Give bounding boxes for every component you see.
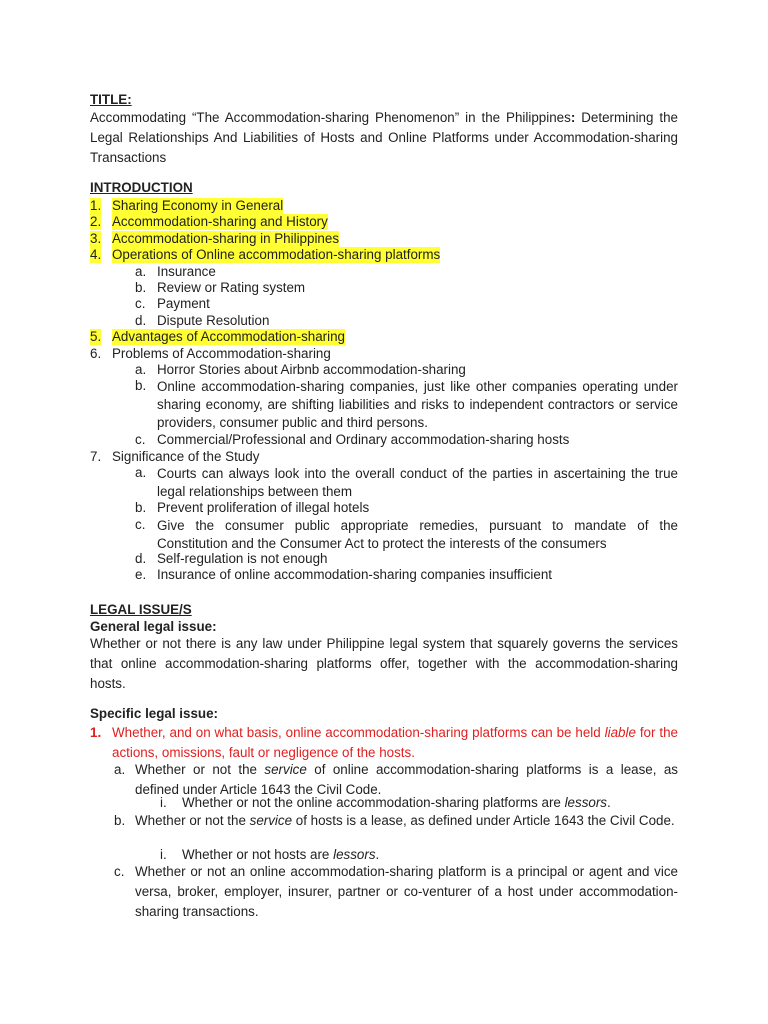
introduction-heading: INTRODUCTION xyxy=(90,180,193,195)
specific-issue-heading: Specific legal issue: xyxy=(90,706,219,721)
title-heading: TITLE: xyxy=(90,92,132,107)
general-issue-heading: General legal issue: xyxy=(90,619,217,634)
title-text: Accommodating “The Accommodation-sharing Phenomenon” in the Philippines: Determining the Legal Relationships And Liabilities of Hosts and Online Platforms under Accommodation-sharing Transactions xyxy=(90,110,679,165)
document-page: TITLE: Accommodating “The Accommodation-sharing Phenomenon” in the Philippines: Determining the Legal Relationships And Liabilities of Hosts and Online Platforms under Accommodation-sharing Transactions INTRODUCTION 1. Sharing Economy in General 2. Accommodation-sharing and History 3. Accommodation-sharing in Philippines 4. Operations of Online accommodation-sharing platforms a. Insurance b. Review or Rating system c. Payment d. Dispute Resolution 5. Advantages of Accommodation-sharing 6. Problems of Accommodation-sharing a. Horror Stories about Airbnb accommodation-sharing b. Online accommodation-sharing companies, just like other companies operating under sharing economy, are shifting liabilities and risks to independent contractors or service providers, consumer public and third persons. c. Commercial/Professional and Ordinary accommodation-sharing hosts 7. Significance of the Study a. Courts can always look into the overall conduct of the parties in ascertaining the true legal relationships between them b. Prevent proliferation of illegal hotels c. Give the consumer public appropriate remedies, pursuant to mandate of the Constitution and the Consumer Act to protect the interests of the consumers d. Self-regulation is not enough e. Insurance of online accommodation-sharing companies insufficient LEGAL ISSUE/S General legal issue: Whether or not there is any law under Philippine legal system that squarely governs the services that online accommodation-sharing platforms offer, together with the accommodation-sharing hosts. Specific legal issue: 1. Whether, and on what basis, online accommodation-sharing platforms can be held liable for the actions, omissions, fault or negligence of the hosts. a. Whether or not the service of online accommodation-sharing platforms is a lease, as defined under Article 1643 the Civil Code. i. Whether or not the online accommodation-sharing platforms are lessors. b. Whether or not the service of hosts is a lease, as defined under Article 1643 the Civil Code. i. Whether or not hosts are lessors. c. Whether or not an online accommodation-sharing platform is a principal or agent and vice versa, broker, employer, insurer, partner or co-venturer of a host under accommodation-sharing transactions. xyxy=(90,92,679,919)
legal-issues-heading: LEGAL ISSUE/S xyxy=(90,602,192,617)
general-issue-text: Whether or not there is any law under Philippine legal system that squarely governs the services that online accommodation-sharing platforms offer, together with the accommodation-sharing hosts. xyxy=(90,636,678,691)
